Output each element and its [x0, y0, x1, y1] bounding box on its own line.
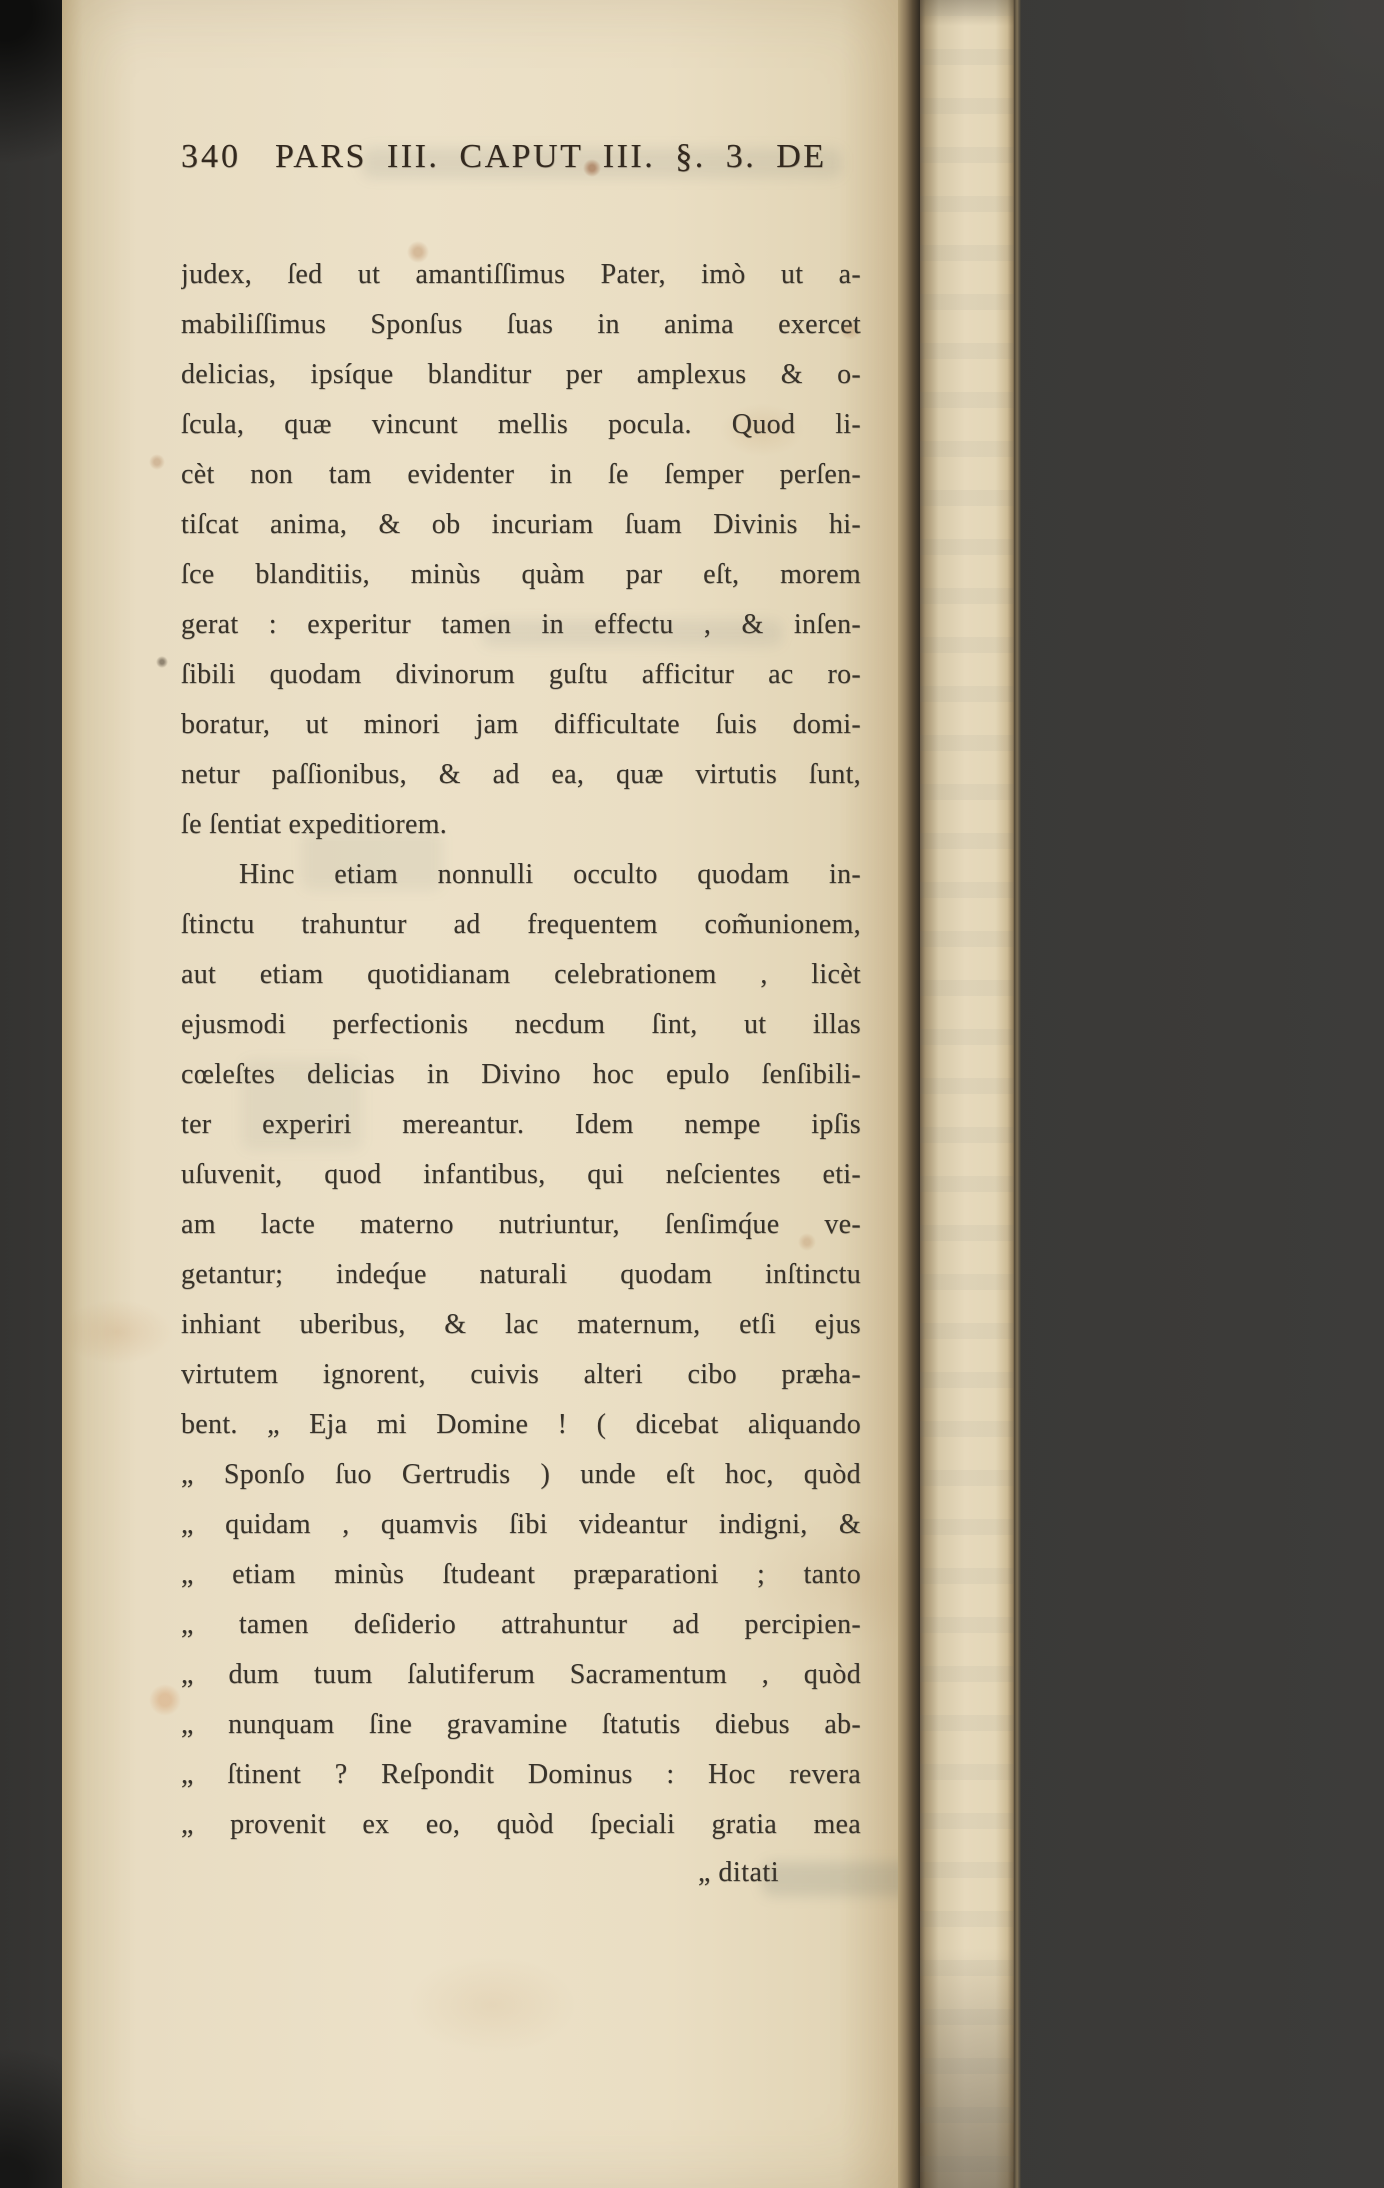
text-line: bent. „ Eja mi Domine ! ( dicebat aliquando [181, 1409, 861, 1440]
text-line: am lacte materno nutriuntur, ſenſimq́ue ve- [181, 1209, 861, 1240]
text-line: „ nunquam ſine gravamine ſtatutis diebus ab- [181, 1709, 861, 1740]
text-line: boratur, ut minori jam difficultate ſuis domi- [181, 709, 861, 740]
text-line: mabiliſſimus Sponſus ſuas in anima exercet [181, 309, 861, 340]
text-line: cœleſtes delicias in Divino hoc epulo ſenſibili- [181, 1059, 861, 1090]
text-line: „ etiam minùs ſtudeant præparationi ; tanto [181, 1559, 861, 1590]
paragraph [181, 250, 861, 850]
text-line: ſibili quodam divinorum guſtu afficitur ac ro- [181, 659, 861, 690]
text-line: aut etiam quotidianam celebrationem , licèt [181, 959, 861, 990]
adjacent-page-edge [920, 0, 1014, 2188]
page-number: 340 [181, 138, 241, 175]
page-header [181, 138, 871, 188]
text-line: ejusmodi perfectionis necdum ſint, ut illas [181, 1009, 861, 1040]
text-line: cèt non tam evidenter in ſe ſemper perſen- [181, 459, 861, 490]
text-line: virtutem ignorent, cuivis alteri cibo præha- [181, 1359, 861, 1390]
text-line: „ ſtinent ? Reſpondit Dominus : Hoc revera [181, 1759, 861, 1790]
text-line: ſe ſentiat expeditiorem. [181, 809, 448, 840]
text-line: netur paſſionibus, & ad ea, quæ virtutis ſunt, [181, 759, 861, 790]
text-line: „ provenit ex eo, quòd ſpeciali gratia mea [181, 1809, 861, 1840]
text-line: judex, ſed ut amantiſſimus Pater, imò ut a- [181, 259, 861, 290]
text-line: gerat : experitur tamen in effectu , & inſen- [181, 609, 861, 640]
text-line: ſcula, quæ vincunt mellis pocula. Quod li- [181, 409, 861, 440]
text-line: ſtinctu trahuntur ad frequentem com̃unionem, [181, 909, 861, 940]
text-line: getantur; indeq́ue naturali quodam inſtinctu [181, 1259, 861, 1290]
book-page [62, 0, 898, 2188]
running-title: PARS III. CAPUT III. §. 3. DE [275, 138, 827, 175]
book-gutter-shadow [898, 0, 920, 2188]
text-line: „ dum tuum ſalutiferum Sacramentum , quòd [181, 1659, 861, 1690]
text-line: tiſcat anima, & ob incuriam ſuam Divinis hi- [181, 509, 861, 540]
text-block [181, 250, 861, 1850]
adjacent-page-edge-line [1014, 0, 1021, 2188]
text-line: uſuvenit, quod infantibus, qui neſcientes eti- [181, 1159, 861, 1190]
catchword: „ ditati [698, 1857, 779, 1888]
text-line: „ quidam , quamvis ſibi videantur indigni, & [181, 1509, 861, 1540]
paragraph [181, 850, 861, 1850]
text-line: „ tamen deſiderio attrahuntur ad percipien- [181, 1609, 861, 1640]
text-line: delicias, ipsíque blanditur per amplexus & o- [181, 359, 861, 390]
text-line: Hinc etiam nonnulli occulto quodam in- [239, 859, 861, 890]
text-line: ter experiri mereantur. Idem nempe ipſis [181, 1109, 861, 1140]
text-line: inhiant uberibus, & lac maternum, etſi ejus [181, 1309, 861, 1340]
text-line: ſce blanditiis, minùs quàm par eſt, morem [181, 559, 861, 590]
text-line: „ Sponſo ſuo Gertrudis ) unde eſt hoc, quòd [181, 1459, 861, 1490]
